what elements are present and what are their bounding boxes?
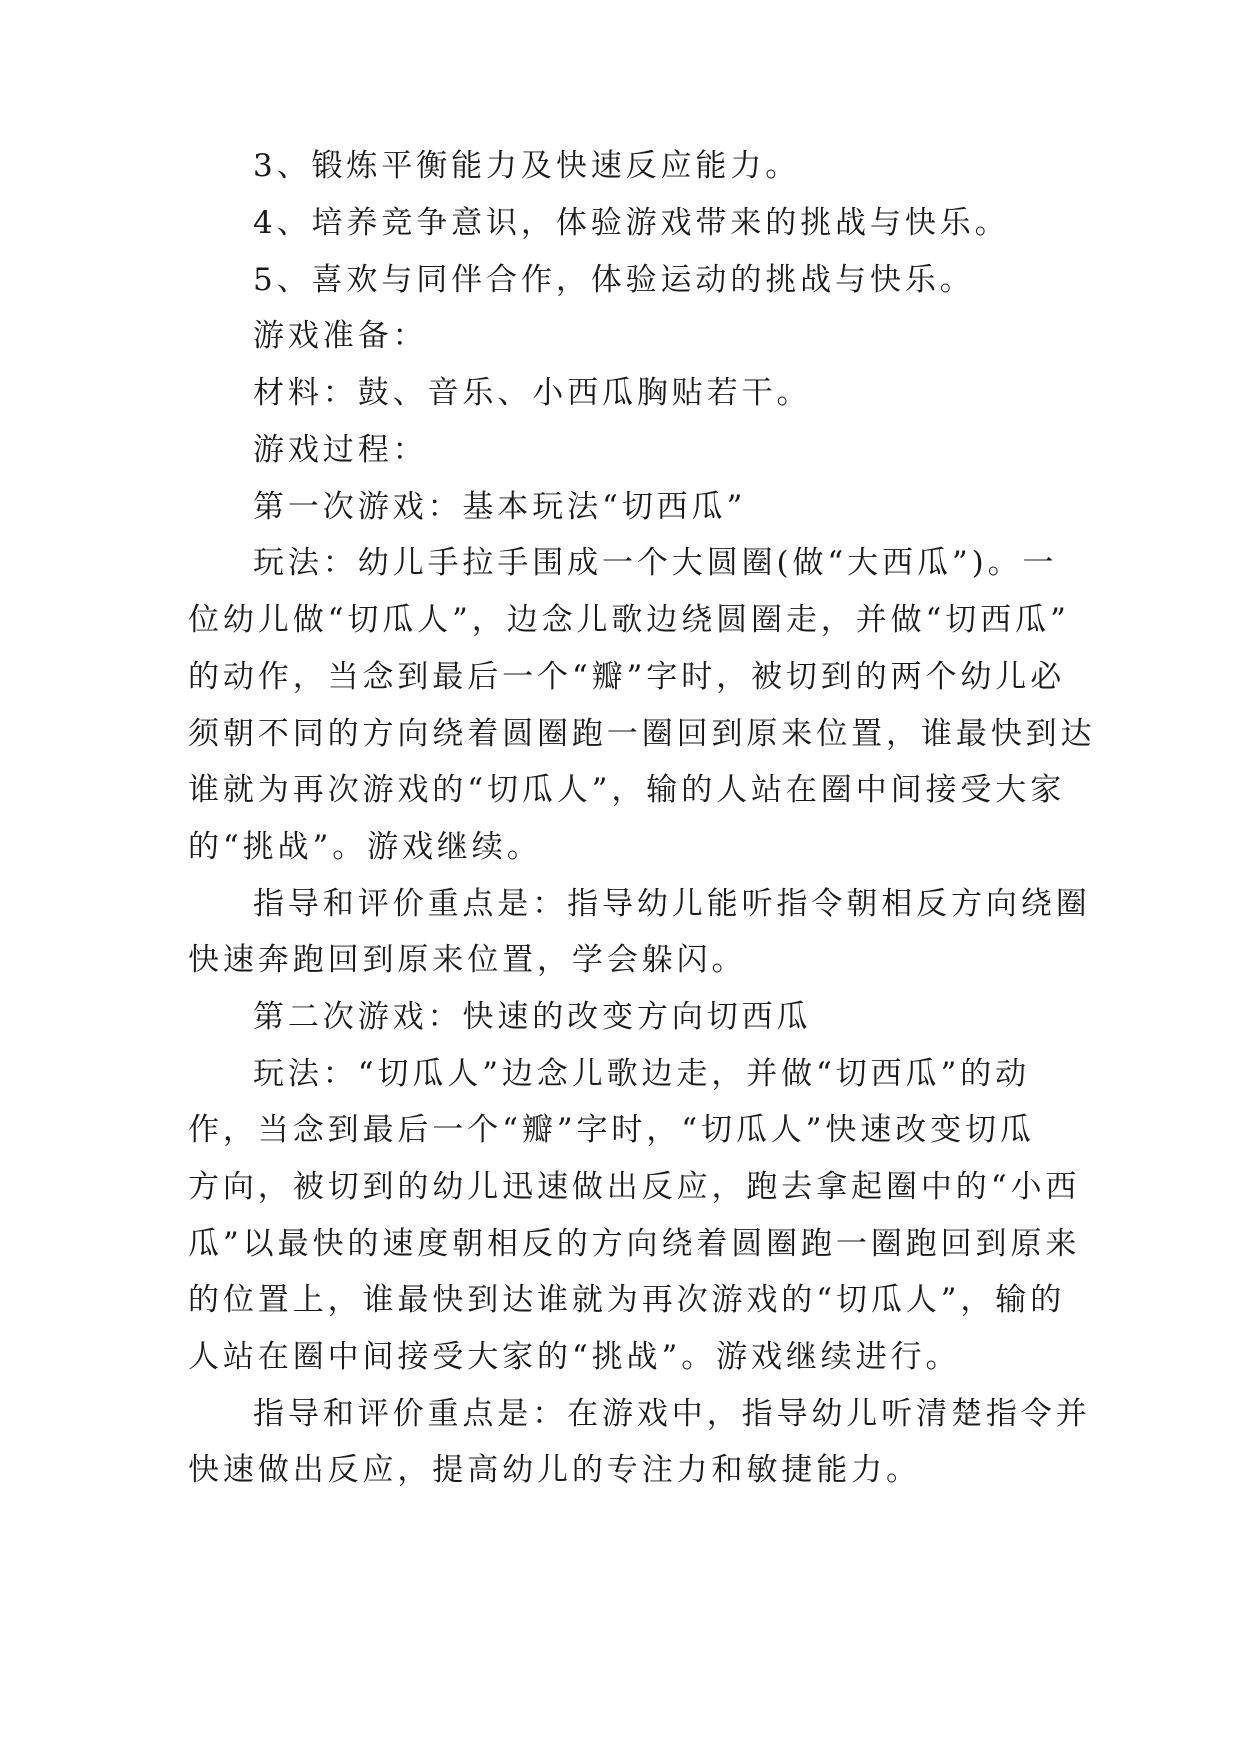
game-1-heading: 第一次游戏：基本玩法“切西瓜” bbox=[253, 489, 747, 525]
paragraph-line: 的动作，当念到最后一个“瓣”字时，被切到的两个幼儿必 bbox=[188, 659, 1066, 695]
paragraph-line: 指导和评价重点是：指导幼儿能听指令朝相反方向绕圈 bbox=[253, 886, 1091, 922]
paragraph-line: 人站在圈中间接受大家的“挑战”。游戏继续进行。 bbox=[188, 1339, 961, 1375]
materials-line: 材料：鼓、音乐、小西瓜胸贴若干。 bbox=[253, 375, 812, 411]
goal-3: 3、锻炼平衡能力及快速反应能力。 bbox=[253, 148, 801, 184]
paragraph-line: 指导和评价重点是：在游戏中，指导幼儿听清楚指令并 bbox=[253, 1396, 1091, 1432]
paragraph-line: 玩法：幼儿手拉手围成一个大圆圈(做“大西瓜”)。一 bbox=[253, 545, 1058, 581]
paragraph-line: 作，当念到最后一个“瓣”字时，“切瓜人”快速改变切瓜 bbox=[188, 1112, 1035, 1148]
section-heading-process: 游戏过程： bbox=[253, 432, 428, 468]
paragraph-line: 位幼儿做“切瓜人”，边念儿歌边绕圆圈走，并做“切西瓜” bbox=[188, 602, 1070, 638]
paragraph-line: 方向，被切到的幼儿迅速做出反应，跑去拿起圈中的“小西 bbox=[188, 1169, 1081, 1205]
goal-4: 4、培养竞争意识，体验游戏带来的挑战与快乐。 bbox=[253, 205, 1010, 241]
paragraph-line: 须朝不同的方向绕着圆圈跑一圈回到原来位置，谁最快到达 bbox=[188, 716, 1096, 752]
goal-5: 5、喜欢与同伴合作，体验运动的挑战与快乐。 bbox=[253, 262, 975, 298]
paragraph-line: 的“挑战”。游戏继续。 bbox=[188, 829, 542, 865]
paragraph-line: 玩法：“切瓜人”边念儿歌边走，并做“切西瓜”的动 bbox=[253, 1056, 1030, 1092]
paragraph-line: 谁就为再次游戏的“切瓜人”，输的人站在圈中间接受大家 bbox=[188, 772, 1066, 808]
game-2-heading: 第二次游戏：快速的改变方向切西瓜 bbox=[253, 999, 812, 1035]
paragraph-line: 的位置上，谁最快到达谁就为再次游戏的“切瓜人”，输的 bbox=[188, 1282, 1066, 1318]
paragraph-line: 快速做出反应，提高幼儿的专注力和敏捷能力。 bbox=[188, 1452, 921, 1488]
section-heading-preparation: 游戏准备： bbox=[253, 318, 428, 354]
paragraph-line: 快速奔跑回到原来位置，学会躲闪。 bbox=[188, 942, 747, 978]
paragraph-line: 瓜”以最快的速度朝相反的方向绕着圆圈跑一圈跑回到原来 bbox=[188, 1226, 1081, 1262]
